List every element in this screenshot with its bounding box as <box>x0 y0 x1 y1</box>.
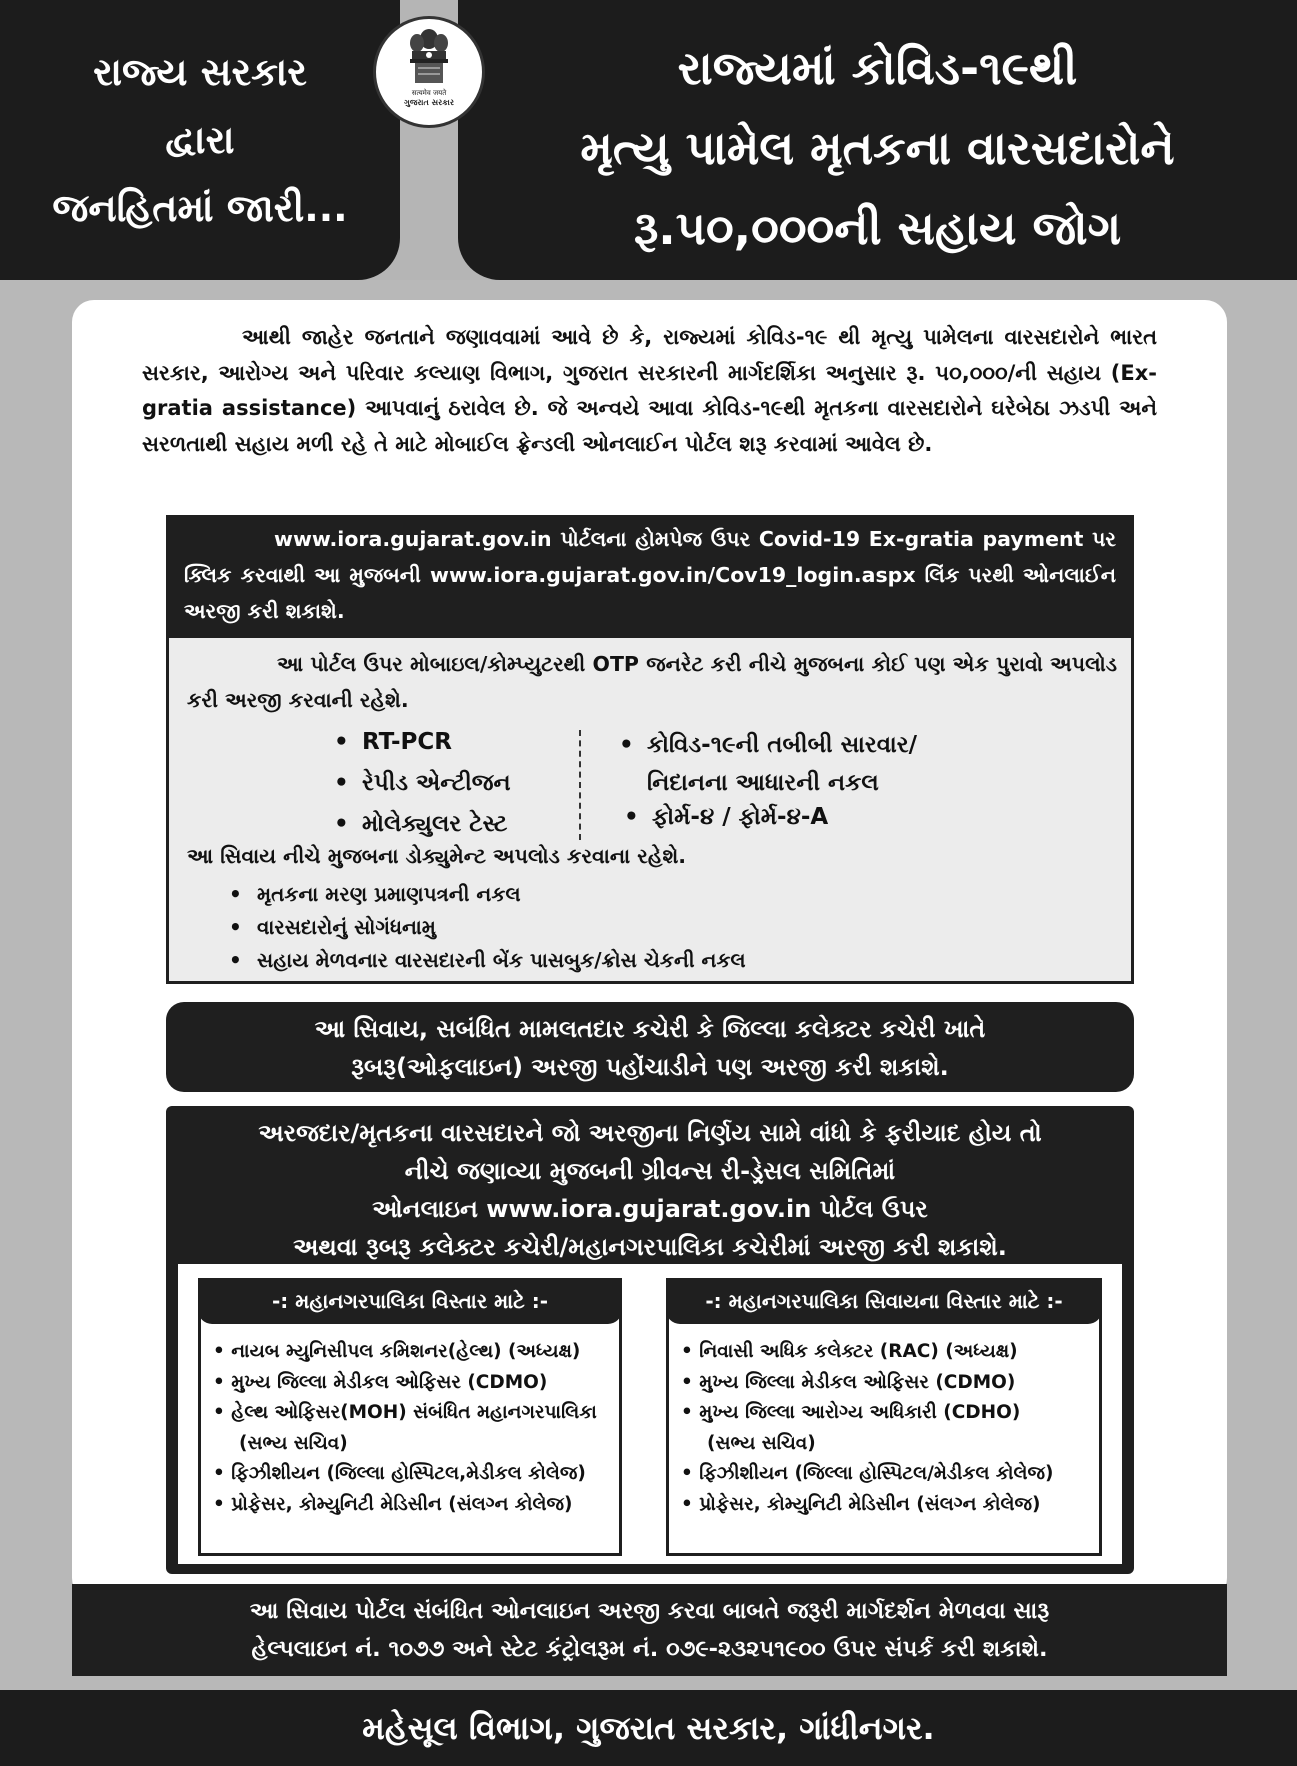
list-item: • નાયબ મ્યુનિસીપલ કમિશનર(હેલ્થ) (અધ્યક્ષ) <box>213 1341 581 1362</box>
other-documents-heading: આ સિવાય નીચે મુજબના ડોક્યુમેન્ટ અપલોડ કરવાના રહેશે. <box>187 844 687 868</box>
proof-list-right <box>619 726 1099 802</box>
issuer-line-3: જનહિતમાં જારી... <box>52 186 348 230</box>
ashoka-emblem-icon <box>405 27 453 89</box>
list-item: • ફિઝીશીયન (જિલ્લા હોસ્પિટલ,મેડીકલ કોલેજ) <box>213 1463 586 1484</box>
rural-committee <box>666 1278 1102 1556</box>
issuer-text <box>0 38 400 242</box>
committee-panel <box>178 1264 1122 1564</box>
department-footer: મહેસૂલ વિભાગ, ગુજરાત સરકાર, ગાંધીનગર. <box>0 1690 1297 1766</box>
urban-member-list <box>213 1337 618 1520</box>
emblem-motto: सत्यमेव जयते <box>411 89 447 97</box>
list-item: • RT-PCR <box>334 729 452 755</box>
offline-line-1: આ સિવાય, સબંધિત મામલતદાર કચેરી કે જિલ્લા કલેક્ટર કચેરી ખાતે <box>314 1015 986 1043</box>
list-item-form: • ફોર્મ-૪ / ફોર્મ-૪-A <box>624 804 829 830</box>
list-item: • રેપીડ એન્ટીજન <box>334 770 511 796</box>
emblem-caption: ગુજરાત સરકાર <box>404 98 454 107</box>
list-item: • કોવિડ-૧૯ની તબીબી સારવાર/ <box>619 732 918 758</box>
title-line-1: રાજ્યમાં કોવિડ-૧૯થી <box>677 41 1078 95</box>
grievance-line-1: અરજદાર/મૃતકના વારસદારને જો અરજીના નિર્ણય સામે વાંધો કે ફરીયાદ હોય તો <box>258 1119 1042 1147</box>
offline-line-2: રૂબરૂ(ઓફલાઇન) અરજી પહોંચાડીને પણ અરજી કરી શકાશે. <box>351 1053 949 1081</box>
grievance-line-2: નીચે જણાવ્યા મુજબની ગ્રીવન્સ રી-ડ્રેસલ સમિતિમાં <box>404 1157 896 1185</box>
document-list <box>229 878 746 977</box>
list-item: • વારસદારોનું સોગંધનામુ <box>229 915 436 939</box>
list-item: • પ્રોફેસર, કોમ્યુનિટી મેડિસીન (સંલગ્ન કોલેજ) <box>681 1493 1041 1515</box>
page-title <box>458 28 1297 268</box>
list-item: • નિવાસી અધિક કલેક્ટર (RAC) (અધ્યક્ષ) <box>681 1341 1018 1362</box>
intro-paragraph <box>142 320 1157 462</box>
grievance-text <box>166 1114 1134 1266</box>
portal-link-box <box>166 515 1134 638</box>
helpline-line-1: આ સિવાય પોર્ટલ સંબંધિત ઓનલાઇન અરજી કરવા બાબતે જરૂરી માર્ગદર્શન મેળવવા સારૂ <box>249 1598 1050 1624</box>
list-item: • હેલ્થ ઓફિસર(MOH) સંબંધિત મહાનગરપાલિકા <box>213 1402 597 1423</box>
portal-link-text: www.iora.gujarat.gov.in પોર્ટલના હોમપેજ ઉપર Covid-19 Ex-gratia payment પર ક્લિક કરવાથી આ મુજબની www.iora.gujarat.gov.in/Cov19_login.aspx લિંક પરથી ઓનલાઈન અરજી કરી શકાશે. <box>184 527 1116 623</box>
urban-committee-title: -: મહાનગરપાલિકા વિસ્તાર માટે :- <box>198 1278 622 1324</box>
list-item-role: (સભ્ય સચિવ) <box>239 1432 348 1454</box>
list-item: • સહાય મેળવનાર વારસદારની બેંક પાસબુક/ક્રોસ ચેકની નકલ <box>229 948 746 972</box>
otp-text: આ પોર્ટલ ઉપર મોબાઇલ/કોમ્પ્યુટરથી OTP જનરેટ કરી નીચે મુજબના કોઈ પણ એક પુરાવો અપલોડ કરી અરજી કરવાની રહેશે. <box>187 652 1117 712</box>
list-item: • મુખ્ય જિલ્લા મેડીકલ ઓફિસર (CDMO) <box>681 1371 1016 1393</box>
title-line-3: રૂ.૫૦,૦૦૦ની સહાય જોગ <box>633 201 1122 255</box>
helpline-line-2: હેલ્પલાઇન નં. ૧૦૭૭ અને સ્ટેટ કંટ્રોલરૂમ નં. ૦૭૯-૨૩૨૫૧૯૦૦ ઉપર સંપર્ક કરી શકાશે. <box>251 1636 1048 1662</box>
list-item-role: (સભ્ય સચિવ) <box>707 1432 816 1454</box>
issuer-line-1: રાજ્ય સરકાર <box>93 50 307 94</box>
issuer-line-2: દ્વારા <box>165 118 235 162</box>
intro-text: આથી જાહેર જનતાને જણાવવામાં આવે છે કે, રાજ્યમાં કોવિડ-૧૯ થી મૃત્યુ પામેલના વારસદારોને ભારત સરકાર, આરોગ્ય અને પરિવાર કલ્યાણ વિભાગ, ગુજરાત સરકારની માર્ગદર્શિકા અનુસાર રૂ. ૫૦,૦૦૦/ની સહાય (Ex-gratia assistance) આપવાનું ઠરાવેલ છે. જે અન્વયે આવા કોવિડ-૧૯થી મૃતકના વારસદારોને ઘરેબેઠા ઝડપી અને સરળતાથી સહાય મળી રહે તે માટે મોબાઈલ ફ્રેન્ડલી ઓનલાઈન પોર્ટલ શરૂ કરવામાં આવેલ છે. <box>142 325 1157 456</box>
list-item-continuation: નિદાનના આધારની નકલ <box>647 770 879 796</box>
otp-instructions <box>187 646 1117 718</box>
title-line-2: મૃત્યુ પામેલ મૃતકના વારસદારોને <box>580 121 1175 175</box>
list-item: • ફિઝીશીયન (જિલ્લા હોસ્પિટલ/મેડીકલ કોલેજ) <box>681 1463 1054 1484</box>
list-item: • મુખ્ય જિલ્લા આરોગ્ય અધિકારી (CDHO) <box>681 1402 1021 1423</box>
grievance-box <box>166 1106 1134 1574</box>
grievance-line-3: ઓનલાઇન www.iora.gujarat.gov.in પોર્ટલ ઉપર <box>372 1195 928 1223</box>
list-item: • મુખ્ય જિલ્લા મેડીકલ ઓફિસર (CDMO) <box>213 1371 548 1393</box>
urban-committee <box>198 1278 622 1556</box>
grievance-line-4: અથવા રૂબરૂ કલેક્ટર કચેરી/મહાનગરપાલિકા કચેરીમાં અરજી કરી શકાશે. <box>293 1233 1007 1261</box>
dashed-divider <box>579 730 581 840</box>
offline-notice <box>166 1002 1134 1092</box>
proof-list-left <box>334 722 534 845</box>
rural-member-list <box>681 1337 1086 1520</box>
proof-upload-box <box>166 638 1134 984</box>
list-item: • મૃતકના મરણ પ્રમાણપત્રની નકલ <box>229 882 521 906</box>
list-item: • પ્રોફેસર, કોમ્યુનિટી મેડિસીન (સંલગ્ન કોલેજ) <box>213 1493 573 1515</box>
list-item: • મોલેક્યુલર ટેસ્ટ <box>334 811 508 837</box>
rural-committee-title: -: મહાનગરપાલિકા સિવાયના વિસ્તાર માટે :- <box>666 1278 1102 1324</box>
helpline-notice <box>72 1584 1227 1676</box>
